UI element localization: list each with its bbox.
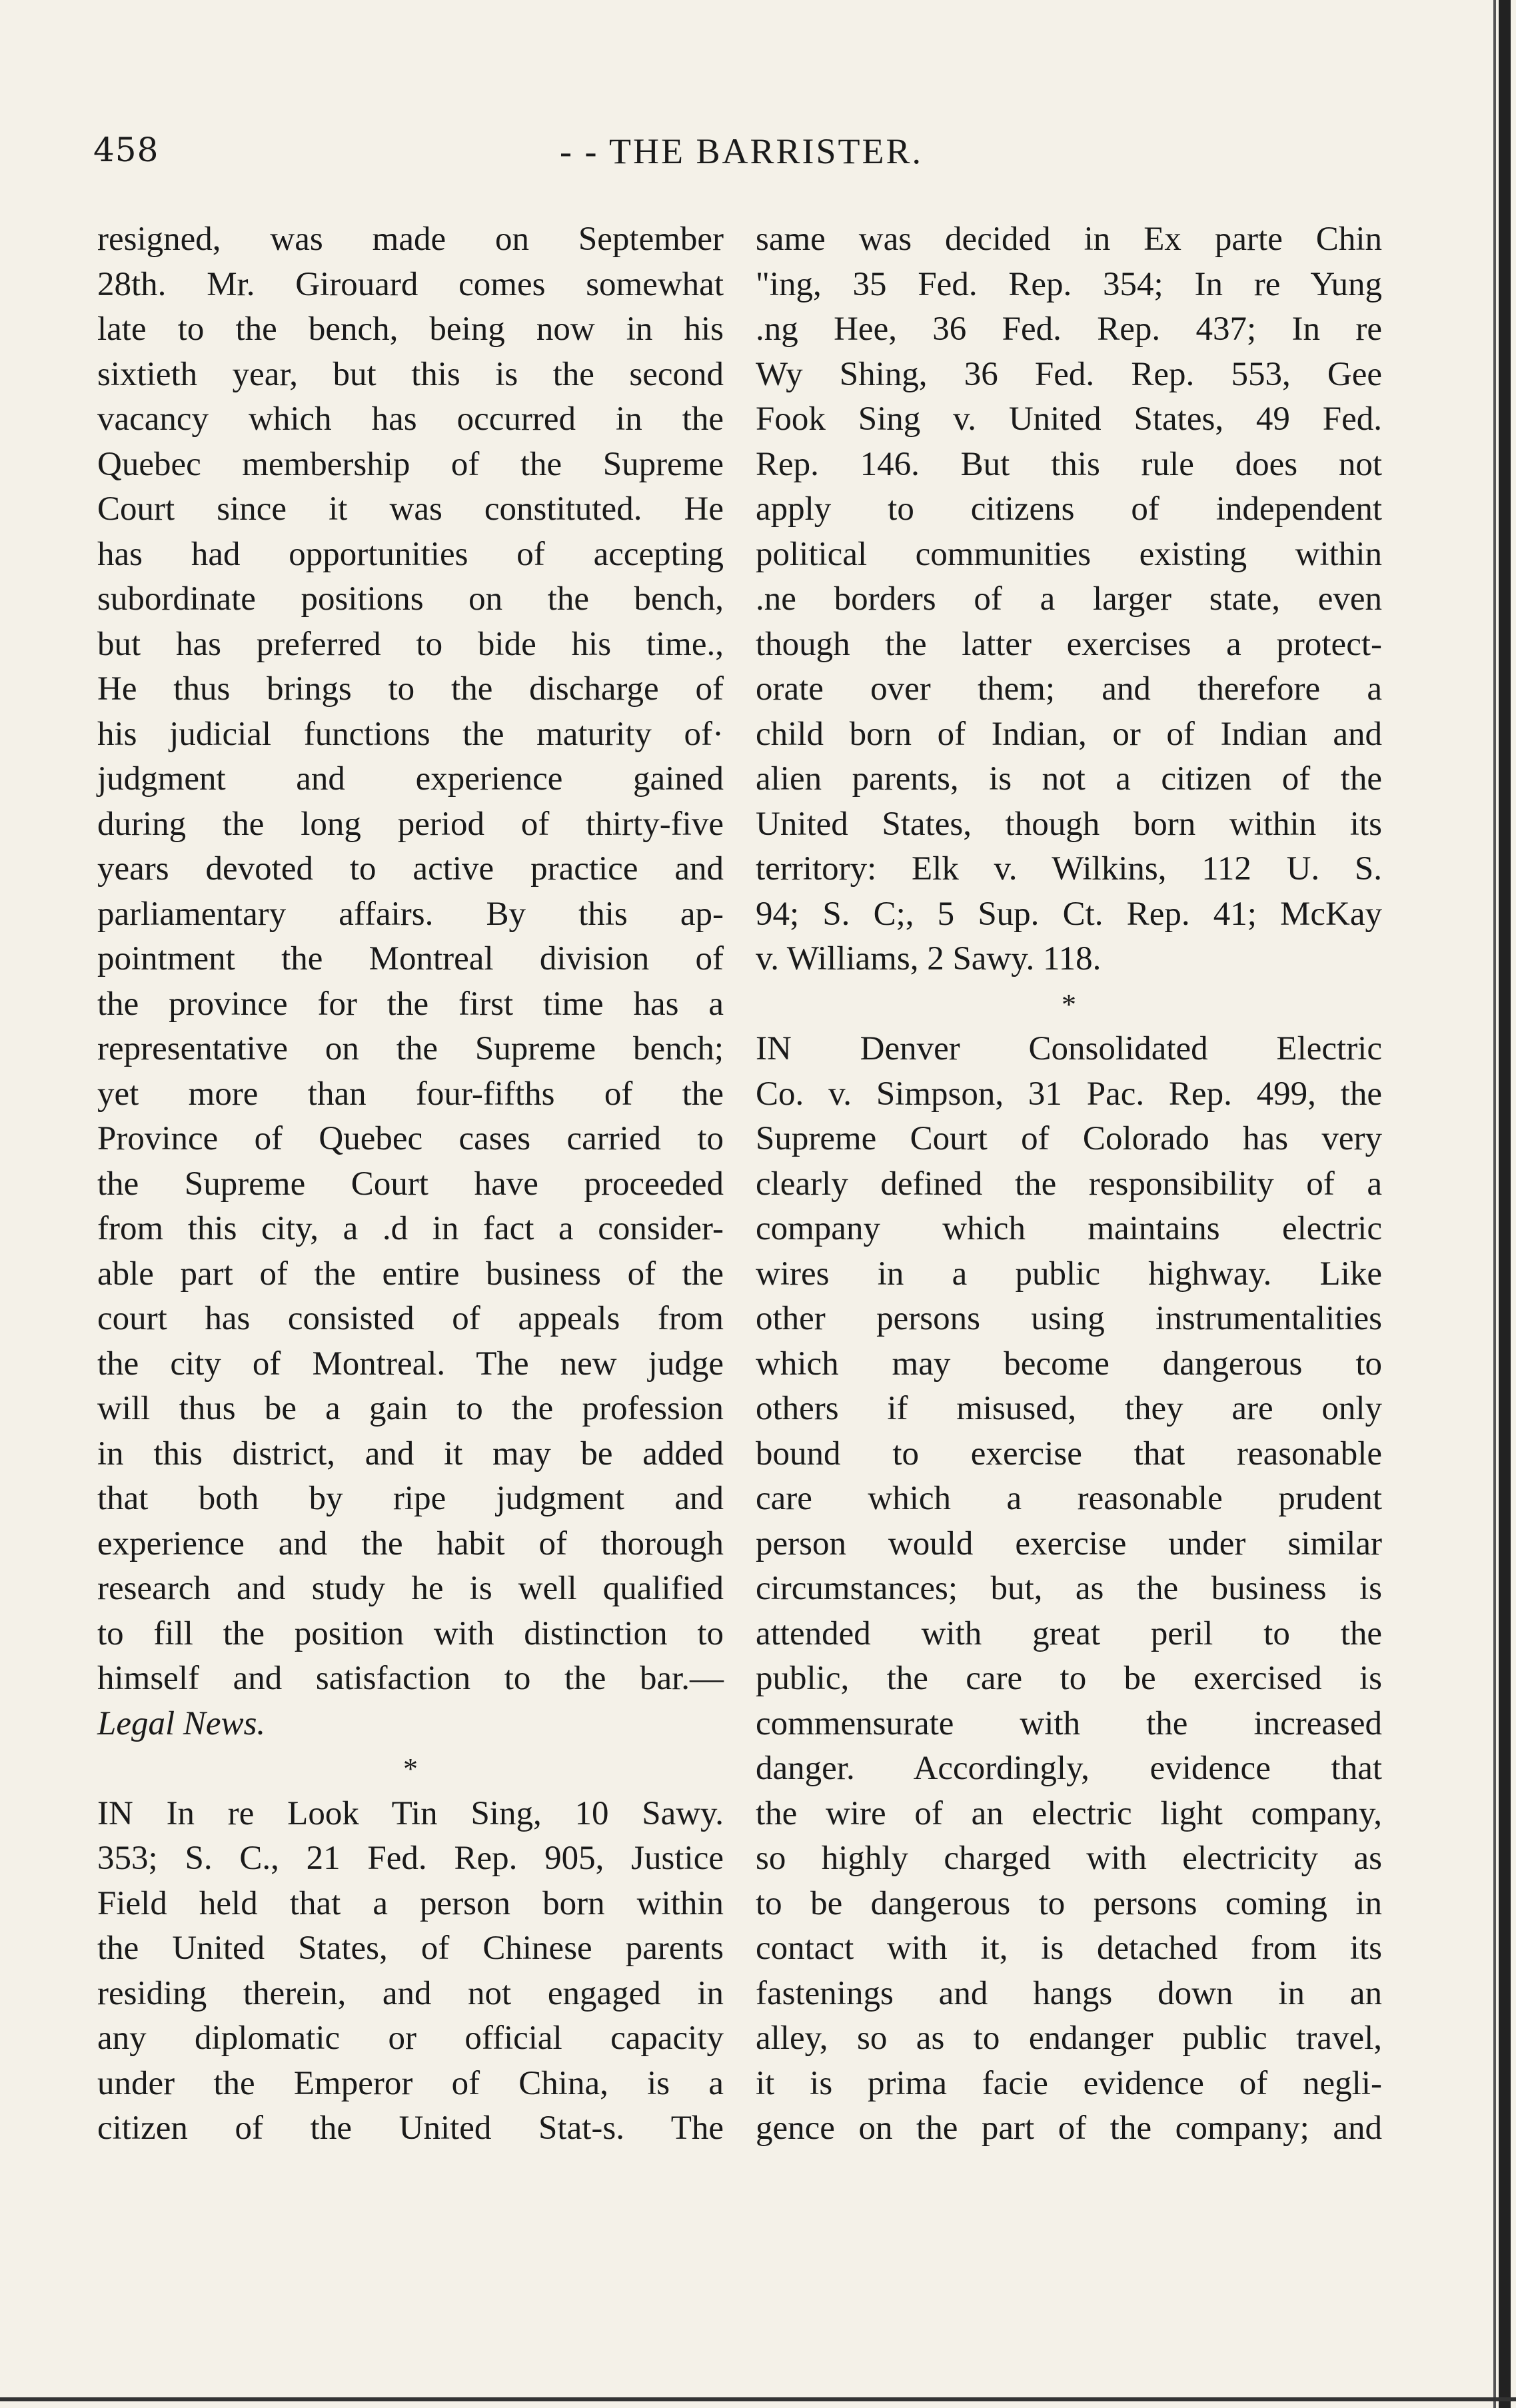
text-line: to fill the position with distinction to (97, 1614, 724, 1652)
text-line: the province for the first time has a (97, 985, 724, 1023)
text-line: the Supreme Court have proceeded (97, 1165, 724, 1203)
text-line: from this city, a .d in fact a consider- (97, 1210, 724, 1247)
text-line: yet more than four-fifths of the (97, 1075, 724, 1113)
text-line: able part of the entire business of the (97, 1255, 724, 1293)
text-line: the city of Montreal. The new judge (97, 1345, 724, 1383)
text-line: himself and satisfaction to the bar.— (97, 1660, 724, 1697)
text-line: .ne borders of a larger state, even (756, 580, 1382, 618)
text-line: other persons using instrumentalities (756, 1300, 1382, 1337)
text-line: gence on the part of the company; and (756, 2109, 1382, 2147)
text-line: orate over them; and therefore a (756, 670, 1382, 708)
text-line: to be dangerous to persons coming in (756, 1884, 1382, 1922)
text-line: fastenings and hangs down in an (756, 1974, 1382, 2012)
text-line: residing therein, and not engaged in (97, 1974, 724, 2012)
text-line: experience and the habit of thorough (97, 1524, 724, 1562)
text-line: others if misused, they are only (756, 1390, 1382, 1427)
text-line: territory: Elk v. Wilkins, 112 U. S. (756, 850, 1382, 888)
text-line: the wire of an electric light company, (756, 1794, 1382, 1832)
text-line: 28th. Mr. Girouard comes somewhat (97, 265, 724, 303)
text-line: the United States, of Chinese parents (97, 1930, 724, 1967)
bottom-edge (0, 2397, 1516, 2401)
text-line: IN Denver Consolidated Electric (756, 1030, 1382, 1067)
text-line: pointment the Montreal division of (97, 940, 724, 977)
section-separator: * (1062, 987, 1076, 1021)
page-header (93, 131, 1373, 184)
text-line: Fook Sing v. United States, 49 Fed. (756, 400, 1382, 438)
text-line: it is prima facie evidence of negli- (756, 2064, 1382, 2102)
text-line: contact with it, is detached from its (756, 1930, 1382, 1967)
text-line: late to the bench, being now in his (97, 310, 724, 348)
text-line: care which a reasonable prudent (756, 1480, 1382, 1517)
page-edge-shadow (1493, 0, 1496, 2408)
text-line: bound to exercise that reasonable (756, 1435, 1382, 1473)
text-line: but has preferred to bide his time., (97, 625, 724, 663)
text-line: court has consisted of appeals from (97, 1300, 724, 1337)
text-line: will thus be a gain to the profession (97, 1390, 724, 1427)
text-line: so highly charged with electricity as (756, 1840, 1382, 1877)
left-column (97, 217, 724, 2151)
text-line: sixtieth year, but this is the second (97, 355, 724, 393)
text-line: Court since it was constituted. He (97, 490, 724, 528)
text-line: commensurate with the increased (756, 1704, 1382, 1742)
text-line: that both by ripe judgment and (97, 1480, 724, 1517)
text-line: which may become dangerous to (756, 1345, 1382, 1383)
text-line: apply to citizens of independent (756, 490, 1382, 528)
text-line: representative on the Supreme bench; (97, 1030, 724, 1067)
text-line: Legal News. (97, 1704, 266, 1742)
text-line: subordinate positions on the bench, (97, 580, 724, 618)
text-line: United States, though born within its (756, 805, 1382, 843)
text-line: .ng Hee, 36 Fed. Rep. 437; In re (756, 310, 1382, 348)
text-line: He thus brings to the discharge of (97, 670, 724, 708)
text-line: though the latter exercises a protect- (756, 625, 1382, 663)
text-line: "ing, 35 Fed. Rep. 354; In re Yung (756, 265, 1382, 303)
text-line: alley, so as to endanger public travel, (756, 2020, 1382, 2057)
text-line: in this district, and it may be added (97, 1435, 724, 1473)
text-line: IN In re Look Tin Sing, 10 Sawy. (97, 1794, 724, 1832)
text-line: years devoted to active practice and (97, 850, 724, 888)
text-line: person would exercise under similar (756, 1524, 1382, 1562)
text-line: has had opportunities of accepting (97, 535, 724, 573)
page-edge (1499, 0, 1511, 2408)
text-line: Quebec membership of the Supreme (97, 445, 724, 483)
text-line: research and study he is well qualified (97, 1570, 724, 1607)
text-line: any diplomatic or official capacity (97, 2020, 724, 2057)
text-line: 353; S. C., 21 Fed. Rep. 905, Justice (97, 1840, 724, 1877)
text-line: alien parents, is not a citizen of the (756, 760, 1382, 798)
text-line: Province of Quebec cases carried to (97, 1120, 724, 1157)
text-line: circumstances; but, as the business is (756, 1570, 1382, 1607)
text-line: child born of Indian, or of Indian and (756, 715, 1382, 753)
text-line: same was decided in Ex parte Chin (756, 221, 1382, 258)
text-line: 94; S. C;, 5 Sup. Ct. Rep. 41; McKay (756, 895, 1382, 933)
section-separator: * (403, 1752, 418, 1785)
text-line: citizen of the United Stat-s. The (97, 2109, 724, 2147)
text-line: political communities existing within (756, 535, 1382, 573)
text-line: Supreme Court of Colorado has very (756, 1120, 1382, 1157)
text-line: public, the care to be exercised is (756, 1660, 1382, 1697)
text-line: Field held that a person born within (97, 1884, 724, 1922)
text-line: danger. Accordingly, evidence that (756, 1750, 1382, 1787)
text-line: under the Emperor of China, is a (97, 2064, 724, 2102)
text-line: Rep. 146. But this rule does not (756, 445, 1382, 483)
text-line: vacancy which has occurred in the (97, 400, 724, 438)
text-line: his judicial functions the maturity of· (97, 715, 724, 753)
text-line: clearly defined the responsibility of a (756, 1165, 1382, 1203)
text-line: during the long period of thirty-five (97, 805, 724, 843)
text-line: parliamentary affairs. By this ap- (97, 895, 724, 933)
text-line: Wy Shing, 36 Fed. Rep. 553, Gee (756, 355, 1382, 393)
page-number: 458 (93, 131, 159, 169)
running-title: - - THE BARRISTER. (560, 131, 924, 171)
text-line: company which maintains electric (756, 1210, 1382, 1247)
text-line: resigned, was made on September (97, 221, 724, 258)
text-line: attended with great peril to the (756, 1614, 1382, 1652)
right-column (756, 217, 1382, 2151)
text-line: Co. v. Simpson, 31 Pac. Rep. 499, the (756, 1075, 1382, 1113)
text-line: v. Williams, 2 Sawy. 118. (756, 940, 1102, 977)
text-line: wires in a public highway. Like (756, 1255, 1382, 1293)
text-line: judgment and experience gained (97, 760, 724, 798)
